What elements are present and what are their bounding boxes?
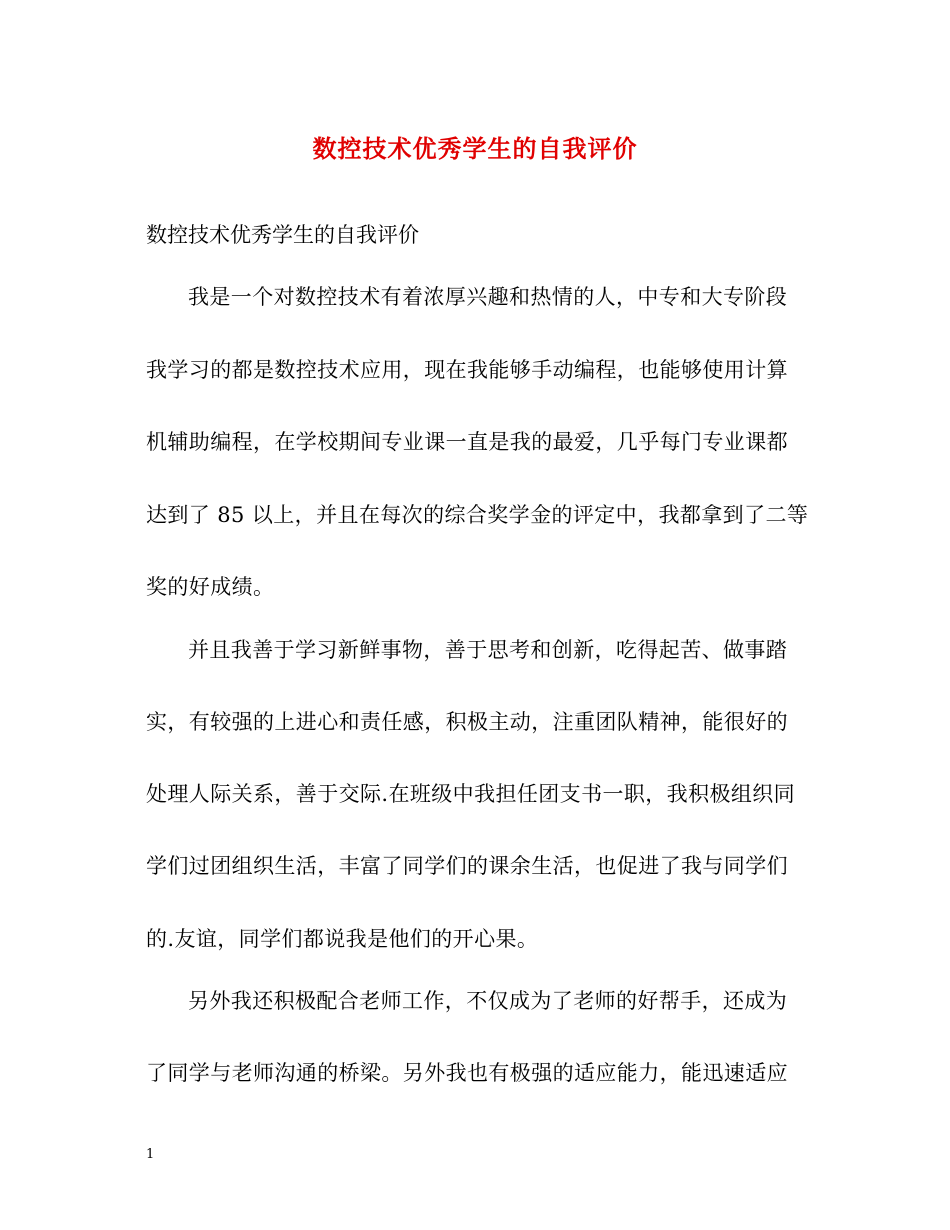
paragraph-line: 达到了 85 以上，并且在每次的综合奖学金的评定中，我都拿到了二等	[146, 503, 809, 527]
paragraph-line: 我是一个对数控技术有着浓厚兴趣和热情的人，中专和大专阶段	[188, 285, 788, 309]
paragraph-line: 实，有较强的上进心和责任感，积极主动，注重团队精神，能很好的	[146, 710, 788, 734]
document-subtitle: 数控技术优秀学生的自我评价	[146, 223, 419, 247]
paragraph-line: 处理人际关系，善于交际.在班级中我担任团支书一职，我积极组织同	[146, 782, 796, 806]
paragraph-line: 另外我还积极配合老师工作，不仅成为了老师的好帮手，还成为	[188, 989, 788, 1013]
paragraph-line: 的.友谊，同学们都说我是他们的开心果。	[146, 927, 539, 951]
paragraph-line: 学们过团组织生活，丰富了同学们的课余生活，也促进了我与同学们	[146, 854, 788, 878]
paragraph-line: 了同学与老师沟通的桥梁。另外我也有极强的适应能力，能迅速适应	[146, 1061, 788, 1085]
paragraph-line: 机辅助编程，在学校期间专业课一直是我的最爱，几乎每门专业课都	[146, 430, 788, 454]
paragraph-line: 奖的好成绩。	[146, 575, 275, 599]
paragraph-line: 我学习的都是数控技术应用，现在我能够手动编程，也能够使用计算	[146, 358, 788, 382]
document-title: 数控技术优秀学生的自我评价	[312, 134, 638, 163]
page-number: 1	[146, 1147, 155, 1162]
paragraph-line: 并且我善于学习新鲜事物，善于思考和创新，吃得起苦、做事踏	[188, 638, 788, 662]
